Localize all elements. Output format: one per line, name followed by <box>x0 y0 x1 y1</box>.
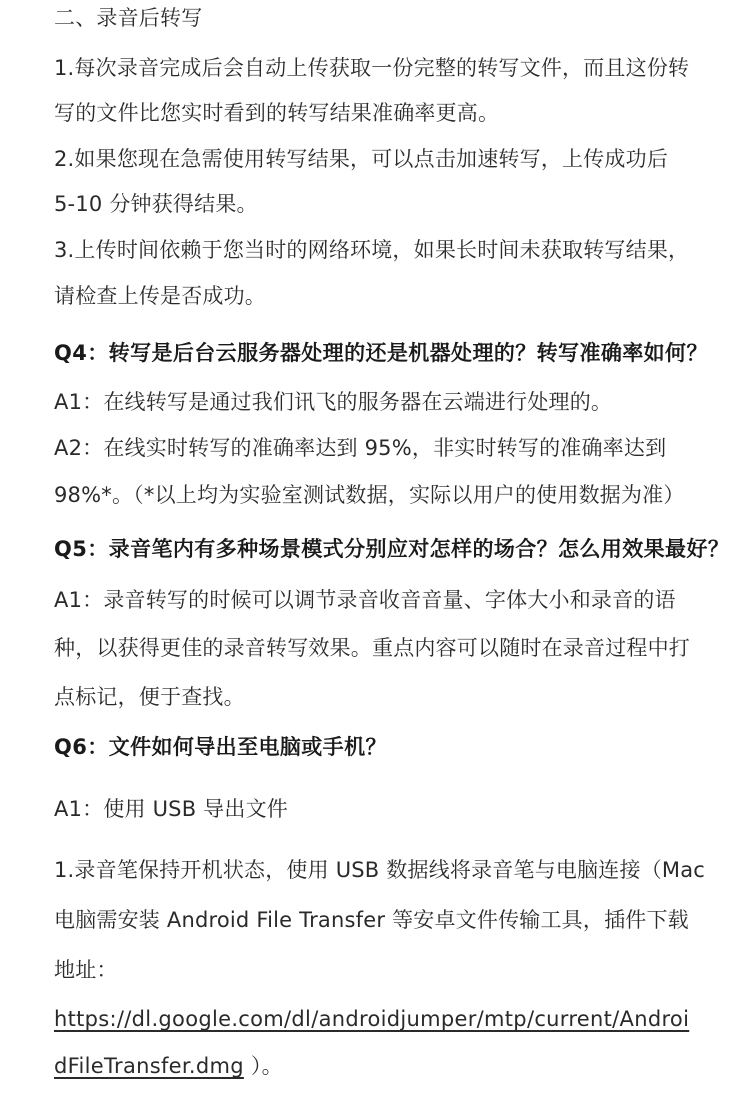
section-2-title: 二、录音后转写 <box>54 6 203 30</box>
download-link-line-2[interactable] <box>54 1052 283 1080</box>
paragraph-2-line-1: 2.如果您现在急需使用转写结果，可以点击加速转写，上传成功后 <box>54 147 669 171</box>
q5-answer-1-line-3: 点标记，便于查找。 <box>54 685 245 709</box>
q6-paragraph-1-line-2: 电脑需安装 Android File Transfer 等安卓文件传输工具，插件下载 <box>54 908 689 932</box>
q4-answer-2-line-1: A2：在线实时转写的准确率达到 95%，非实时转写的准确率达到 <box>54 436 667 460</box>
download-link-suffix: ）。 <box>243 1054 283 1078</box>
q4-answer-1: A1：在线转写是通过我们讯飞的服务器在云端进行处理的。 <box>54 390 613 414</box>
paragraph-3-line-1: 3.上传时间依赖于您当时的网络环境，如果长时间未获取转写结果， <box>54 238 690 262</box>
q4-answer-2-line-2: 98%*。（*以上均为实验室测试数据，实际以用户的使用数据为准） <box>54 483 685 507</box>
q6-paragraph-1-line-1: 1.录音笔保持开机状态，使用 USB 数据线将录音笔与电脑连接（Mac <box>54 858 706 882</box>
download-link-line-1[interactable] <box>54 1005 689 1033</box>
download-link-part-1[interactable]: https://dl.google.com/dl/androidjumper/mtp/current/Androi <box>54 1007 690 1031</box>
q5-answer-1-line-1: A1：录音转写的时候可以调节录音收音音量、字体大小和录音的语 <box>54 588 676 612</box>
paragraph-3-line-2: 请检查上传是否成功。 <box>54 284 266 308</box>
paragraph-2-line-2: 5-10 分钟获得结果。 <box>54 192 258 216</box>
q6-paragraph-1-line-3: 地址： <box>54 958 118 982</box>
q5-question: Q5：录音笔内有多种场景模式分别应对怎样的场合？怎么用效果最好？ <box>54 537 730 561</box>
paragraph-1-line-2: 写的文件比您实时看到的转写结果准确率更高。 <box>54 101 500 125</box>
q6-question: Q6：文件如何导出至电脑或手机？ <box>54 735 387 759</box>
q6-answer-1: A1：使用 USB 导出文件 <box>54 797 288 821</box>
download-link-part-2[interactable]: dFileTransfer.dmg <box>54 1054 244 1078</box>
q4-question: Q4：转写是后台云服务器处理的还是机器处理的？转写准确率如何？ <box>54 341 708 365</box>
q5-answer-1-line-2: 种，以获得更佳的录音转写效果。重点内容可以随时在录音过程中打 <box>54 636 690 660</box>
paragraph-1-line-1: 1.每次录音完成后会自动上传获取一份完整的转写文件，而且这份转 <box>54 56 690 80</box>
